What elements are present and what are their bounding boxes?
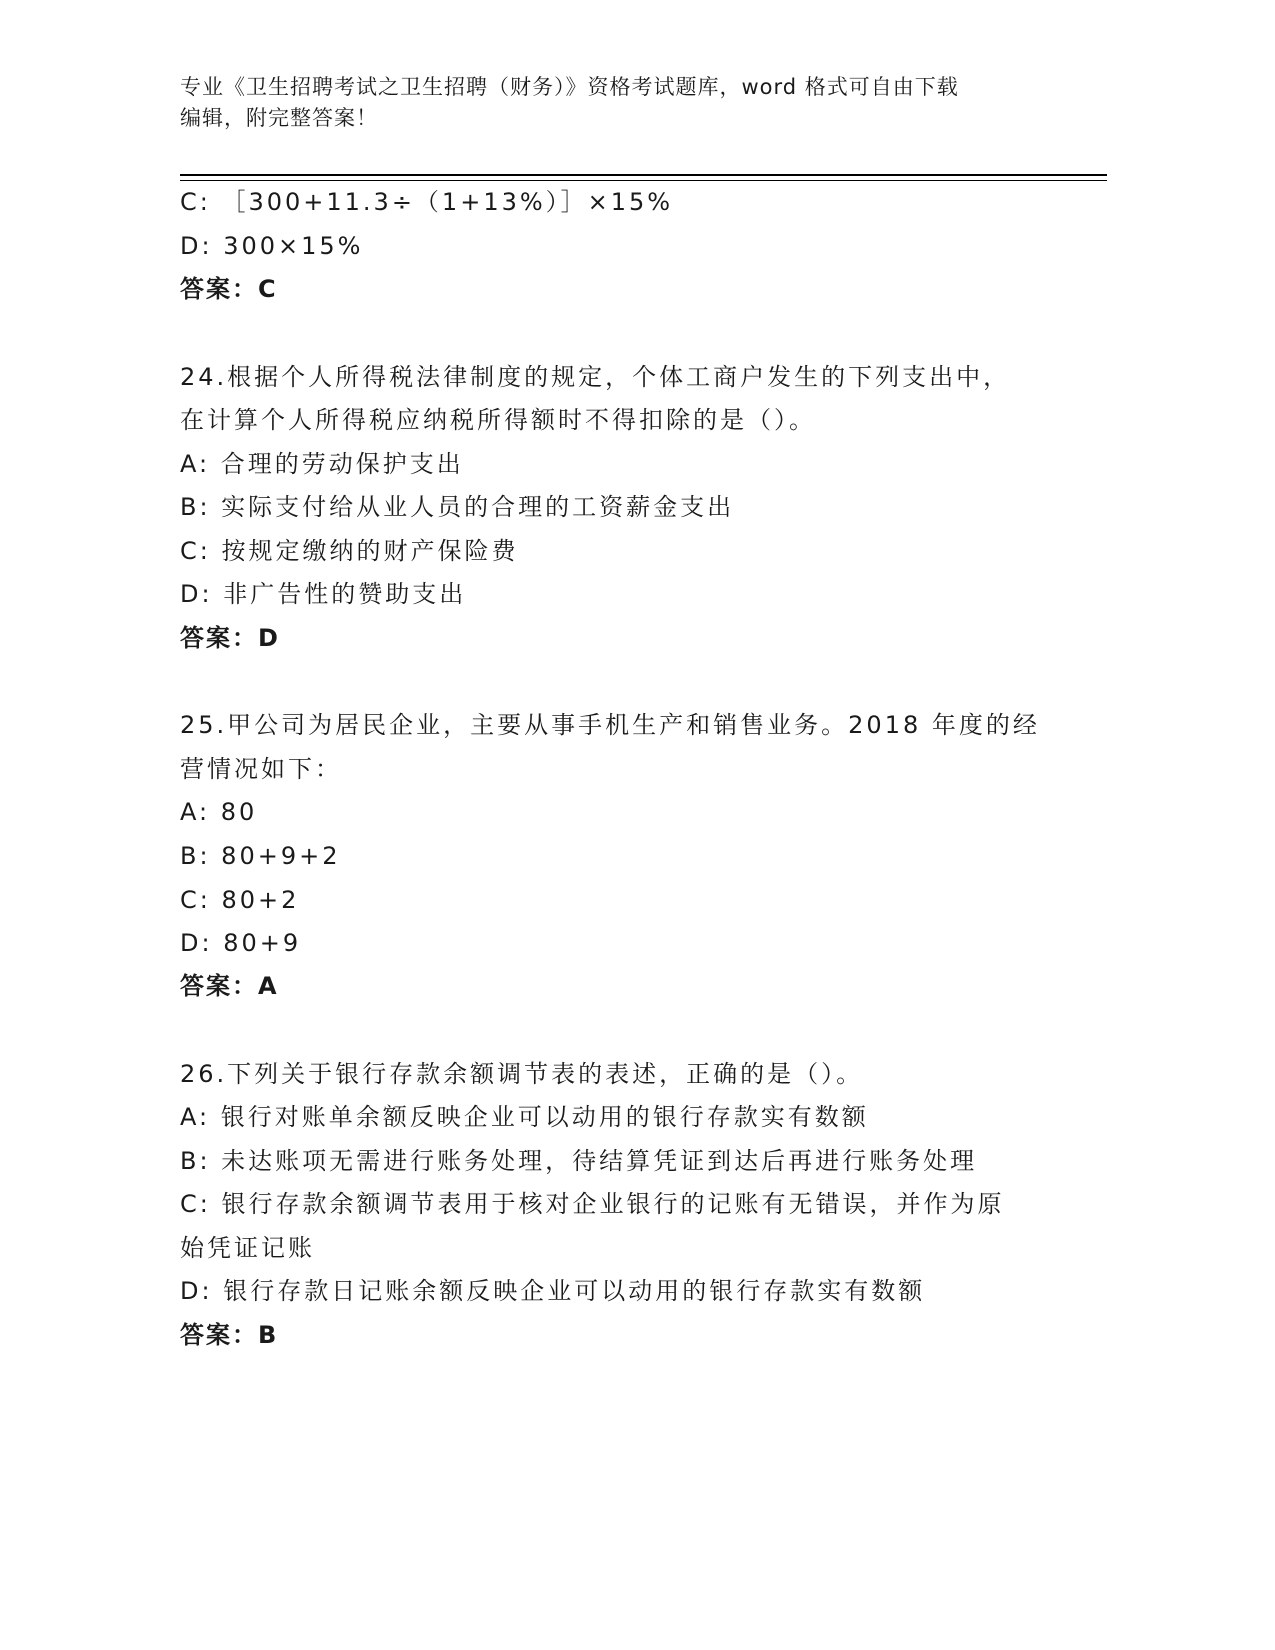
q24-option-a: A: 合理的劳动保护支出 [180,450,464,478]
q26-stem-line-1: 26.下列关于银行存款余额调节表的表述，正确的是（）。 [180,1060,864,1088]
header-divider-thick [180,174,1107,176]
q26-option-c-line-2: 始凭证记账 [180,1234,315,1262]
q25-option-a: A: 80 [180,798,258,826]
header-line-1: 专业《卫生招聘考试之卫生招聘（财务）》资格考试题库，word 格式可自由下载 [180,75,959,99]
q26-option-b: B: 未达账项无需进行账务处理，待结算凭证到达后再进行账务处理 [180,1147,978,1175]
q26-answer: 答案：B [180,1321,279,1349]
q25-option-b: B: 80+9+2 [180,842,341,870]
q24-option-c: C: 按规定缴纳的财产保险费 [180,537,519,565]
header-divider-thin [180,180,1107,181]
q24-option-d: D: 非广告性的赞助支出 [180,580,467,608]
q23-option-c: C: ［300+11.3÷（1+13%）］×15% [180,188,674,216]
q25-option-d: D: 80+9 [180,929,302,957]
q24-stem-line-1: 24.根据个人所得税法律制度的规定，个体工商户发生的下列支出中， [180,363,1011,391]
q26-option-c-line-1: C: 银行存款余额调节表用于核对企业银行的记账有无错误，并作为原 [180,1190,1005,1218]
q25-answer: 答案：A [180,972,279,1000]
q25-stem-line-1: 25.甲公司为居民企业，主要从事手机生产和销售业务。2018 年度的经 [180,711,1040,739]
q23-option-d: D: 300×15% [180,232,364,260]
q25-option-c: C: 80+2 [180,886,300,914]
q24-stem-line-2: 在计算个人所得税应纳税所得额时不得扣除的是（）。 [180,406,816,434]
q25-stem-line-2: 营情况如下： [180,755,342,783]
header-line-2: 编辑，附完整答案！ [180,106,378,130]
document-header [180,72,1060,134]
q24-answer: 答案：D [180,624,280,652]
q23-answer: 答案：C [180,275,278,303]
q24-option-b: B: 实际支付给从业人员的合理的工资薪金支出 [180,493,735,521]
q26-option-d: D: 银行存款日记账余额反映企业可以动用的银行存款实有数额 [180,1277,926,1305]
q26-option-a: A: 银行对账单余额反映企业可以动用的银行存款实有数额 [180,1103,869,1131]
